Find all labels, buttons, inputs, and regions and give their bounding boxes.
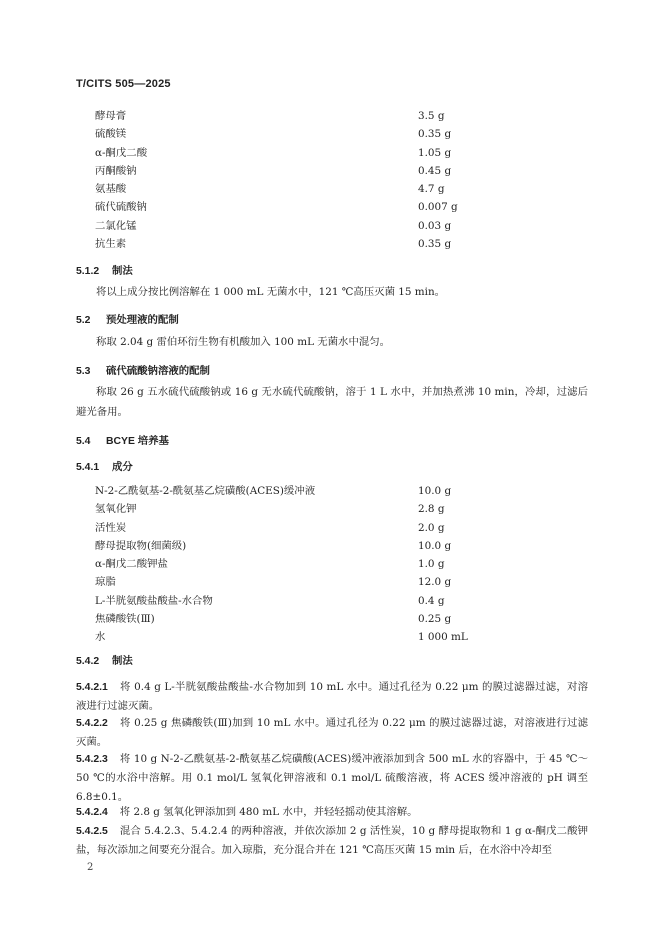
ingredient-row [95,573,468,591]
ingredient-row [95,162,458,180]
ingredient-name: L-半胱氨酸盐酸盐-水合物 [95,594,213,607]
section-5-4-1-heading [76,458,133,473]
ingredient-name: 二氯化锰 [95,219,137,232]
ingredient-list-2 [95,482,468,647]
ingredient-amount: 0.007 g [418,201,458,214]
ingredient-name: 水 [95,631,106,644]
ingredient-name: α-酮戊二酸钾盐 [95,558,168,571]
step-text: 将 10 g N-2-乙酰氨基-2-酰氨基乙烷磺酸(ACES)缓冲液添加到含 500 mL 水的容器中，于 45 ℃～50 ℃的水浴中溶解。用 0.1 mol/L 氢氧化钾溶液和 0.1 mol/L 硫酸溶液，将 ACES 缓冲溶液的 pH 调至 6.8±0.1。 [76,753,588,803]
ingredient-row [95,500,468,518]
step-number: 5.4.2.2 [76,718,108,729]
ingredient-amount: 12.0 g [418,576,452,589]
ingredient-row [95,519,468,537]
ingredient-amount: 0.25 g [418,613,452,626]
ingredient-name: 抗生素 [95,238,127,251]
procedure-step [76,803,588,822]
section-number: 5.4 [76,436,91,447]
ingredient-row [95,144,458,162]
step-number: 5.4.2.5 [76,826,108,837]
ingredient-name: α-酮戊二酸 [95,146,148,159]
step-text: 混合 5.4.2.3、5.4.2.4 的两种溶液，并依次添加 2 g 活性炭，10 g 酵母提取物和 1 g α-酮戊二酸钾盐，每次添加之间要充分混合。加入琼脂，充分混合并在 121 ℃高压灭菌 15 min 后，在水浴中冷却至 [76,825,588,857]
step-number: 5.4.2.4 [76,807,108,818]
ingredient-row [95,217,458,235]
ingredient-row [95,592,468,610]
ingredient-name: 氨基酸 [95,183,127,196]
section-number: 5.4.2 [76,656,100,667]
section-number: 5.2 [76,315,91,326]
ingredient-name: 焦磷酸铁(Ⅲ) [95,613,155,626]
ingredient-name: 琼脂 [95,576,116,589]
section-title: 硫代硫酸钠溶液的配制 [106,366,210,377]
section-5-2-text: 称取 2.04 g 雷伯环衍生物有机酸加入 100 mL 无菌水中混匀。 [96,336,390,348]
ingredient-row [95,537,468,555]
section-5-2-heading [76,311,179,326]
page-number: 2 [87,862,94,873]
ingredient-name: 酵母提取物(细菌级) [95,539,187,552]
section-5-1-2-heading [76,262,133,277]
section-title: 制法 [112,656,133,667]
ingredient-list-1 [95,107,458,253]
ingredient-row [95,235,458,253]
ingredient-row [95,555,468,573]
ingredient-amount: 1.05 g [418,146,452,159]
ingredient-row [95,482,468,500]
ingredient-name: 丙酮酸钠 [95,164,137,177]
section-number: 5.3 [76,366,91,377]
section-5-1-2-text: 将以上成分按比例溶解在 1 000 mL 无菌水中，121 ℃高压灭菌 15 min。 [96,286,446,298]
ingredient-amount: 0.4 g [418,594,445,607]
step-number: 5.4.2.3 [76,754,108,765]
ingredient-amount: 10.0 g [418,539,452,552]
section-title: 制法 [112,266,133,277]
ingredient-row [95,107,458,125]
document-code-header: T/CITS 505—2025 [76,78,171,90]
procedure-step [76,714,588,752]
ingredient-name: 活性炭 [95,521,127,534]
ingredient-amount: 2.8 g [418,503,445,516]
ingredient-amount: 4.7 g [418,183,445,196]
section-5-4-heading [76,432,169,447]
section-number: 5.4.1 [76,462,100,473]
step-text: 将 0.4 g L-半胱氨酸盐酸盐-水合物加到 10 mL 水中。通过孔径为 0.22 μm 的膜过滤器过滤，对溶液进行过滤灭菌。 [76,681,588,713]
ingredient-row [95,125,458,143]
section-5-3-heading [76,362,210,377]
section-number: 5.1.2 [76,266,100,277]
ingredient-row [95,610,468,628]
ingredient-amount: 0.03 g [418,219,452,232]
ingredient-name: 硫酸镁 [95,128,127,141]
procedure-step [76,678,588,716]
procedure-step [76,822,588,860]
ingredient-row [95,180,458,198]
step-number: 5.4.2.1 [76,682,108,693]
step-text: 将 0.25 g 焦磷酸铁(Ⅲ)加到 10 mL 水中。通过孔径为 0.22 μm 的膜过滤器过滤，对溶液进行过滤灭菌。 [76,717,588,749]
section-5-3-text: 称取 26 g 五水硫代硫酸钠或 16 g 无水硫代硫酸钠，溶于 1 L 水中，并加热煮沸 10 min，冷却，过滤后避光备用。 [76,386,588,418]
procedure-step [76,750,588,806]
ingredient-amount: 1 000 mL [418,631,468,644]
ingredient-row [95,198,458,216]
ingredient-amount: 2.0 g [418,521,445,534]
ingredient-row [95,628,468,646]
ingredient-name: 酵母膏 [95,110,127,122]
ingredient-amount: 10.0 g [418,485,452,497]
step-text: 将 2.8 g 氢氧化钾添加到 480 mL 水中，并轻轻摇动使其溶解。 [119,806,418,818]
ingredient-name: N-2-乙酰氨基-2-酰氨基乙烷磺酸(ACES)缓冲液 [95,485,316,497]
ingredient-name: 硫代硫酸钠 [95,201,147,214]
ingredient-amount: 0.35 g [418,128,452,141]
ingredient-amount: 1.0 g [418,558,445,571]
section-title: BCYE 培养基 [106,436,169,447]
ingredient-amount: 0.45 g [418,164,452,177]
ingredient-amount: 0.35 g [418,238,452,251]
ingredient-amount: 3.5 g [418,110,445,122]
section-title: 成分 [112,462,133,473]
ingredient-name: 氢氧化钾 [95,503,137,516]
section-title: 预处理液的配制 [106,315,179,326]
section-5-4-2-heading [76,652,133,667]
